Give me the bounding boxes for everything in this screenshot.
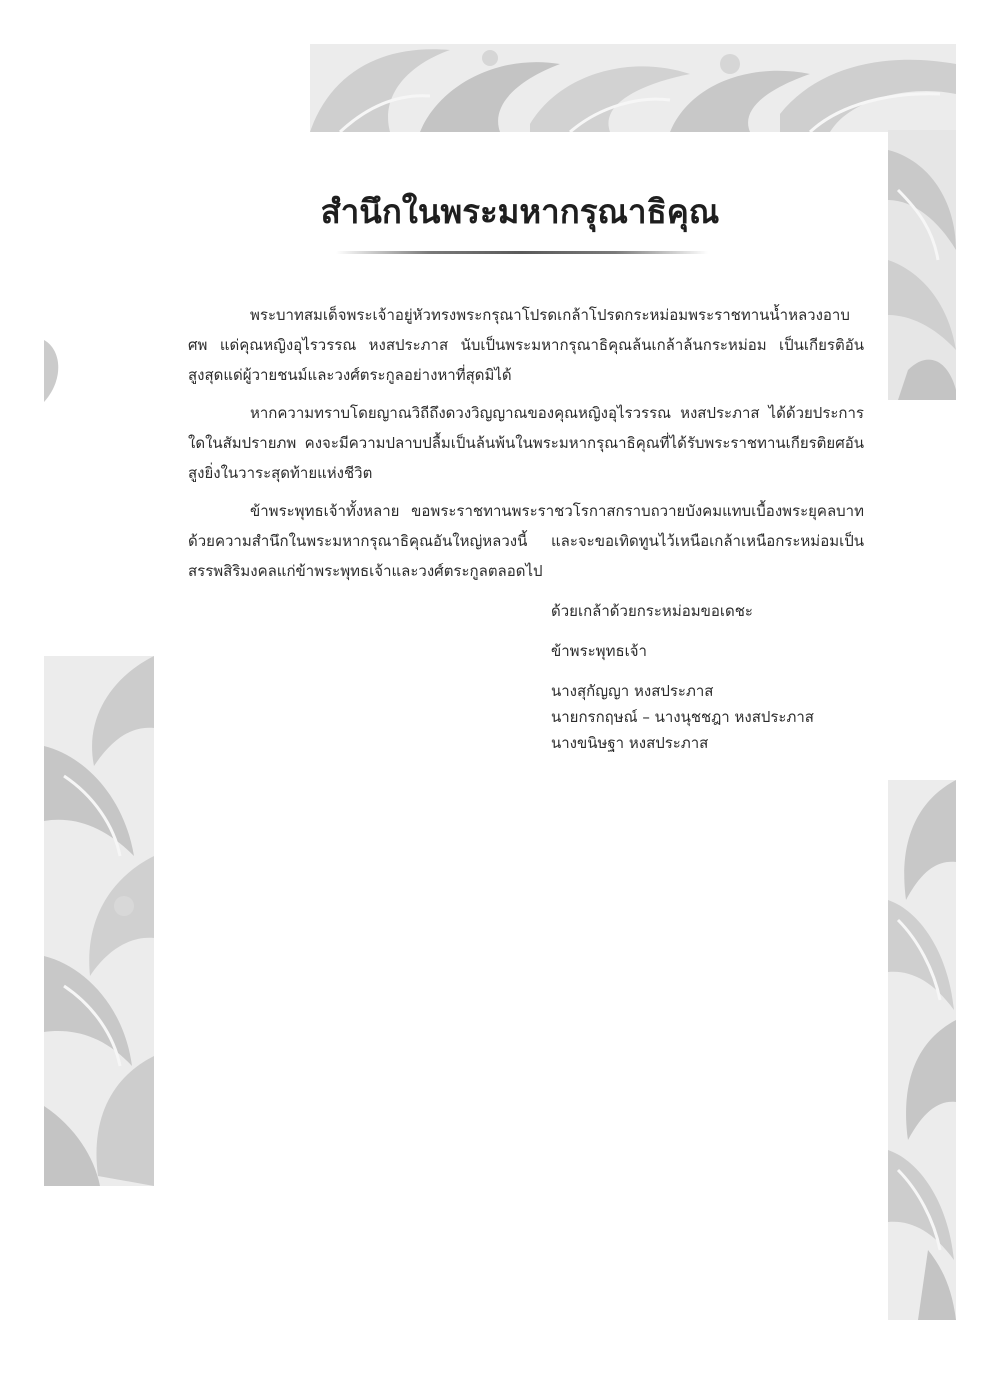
floral-ornament-top [310, 44, 956, 132]
signature-closing: ด้วยเกล้าด้วยกระหม่อมขอเดชะ [551, 602, 753, 620]
floral-ornament-left-small [44, 340, 64, 402]
signature-self: ข้าพระพุทธเจ้า [551, 642, 647, 660]
page-title: สำนึกในพระมหากรุณาธิคุณ [320, 192, 720, 231]
signature-block [551, 598, 871, 756]
body-text [188, 300, 864, 594]
floral-ornament-right-bottom [888, 780, 956, 1320]
floral-ornament-left [44, 656, 154, 1186]
title-underline [336, 251, 708, 254]
signature-name-1: นางสุกัญญา หงสประภาส [551, 682, 714, 700]
floral-ornament-right-top [888, 130, 956, 400]
paragraph-3: ข้าพระพุทธเจ้าทั้งหลาย ขอพระราชทานพระราชวโรกาสกราบถวายบังคมแทบเบื้องพระยุคลบาท ด้วยความสำนึกในพระมหากรุณาธิคุณอันใหญ่หลวงนี้ และจะขอเทิดทูนไว้เหนือเกล้าเหนือกระหม่อมเป็นสรรพสิริมงคลแก่ข้าพระพุทธเจ้าและวงศ์ตระกูลตลอดไป [188, 502, 864, 580]
paragraph-1: พระบาทสมเด็จพระเจ้าอยู่หัวทรงพระกรุณาโปรดเกล้าโปรดกระหม่อมพระราชทานน้ำหลวงอาบศพ แด่คุณหญิงอุไรวรรณ หงสประภาส นับเป็นพระมหากรุณาธิคุณล้นเกล้าล้นกระหม่อม เป็นเกียรติอันสูงสุดแด่ผู้วายชนม์และวงศ์ตระกูลอย่างหาที่สุดมิได้ [188, 306, 864, 384]
signature-name-3: นางขนิษฐา หงสประภาส [551, 734, 709, 752]
signature-name-2: นายกรกฤษณ์ – นางนุชชฎา หงสประภาส [551, 708, 814, 726]
paragraph-2: หากความทราบโดยญาณวิถีถึงดวงวิญญาณของคุณหญิงอุไรวรรณ หงสประภาส ได้ด้วยประการใดในสัมปรายภพ คงจะมีความปลาบปลื้มเป็นล้นพ้นในพระมหากรุณาธิคุณที่ได้รับพระราชทานเกียรติยศอันสูงยิ่งในวาระสุดท้ายแห่งชีวิต [188, 404, 864, 482]
